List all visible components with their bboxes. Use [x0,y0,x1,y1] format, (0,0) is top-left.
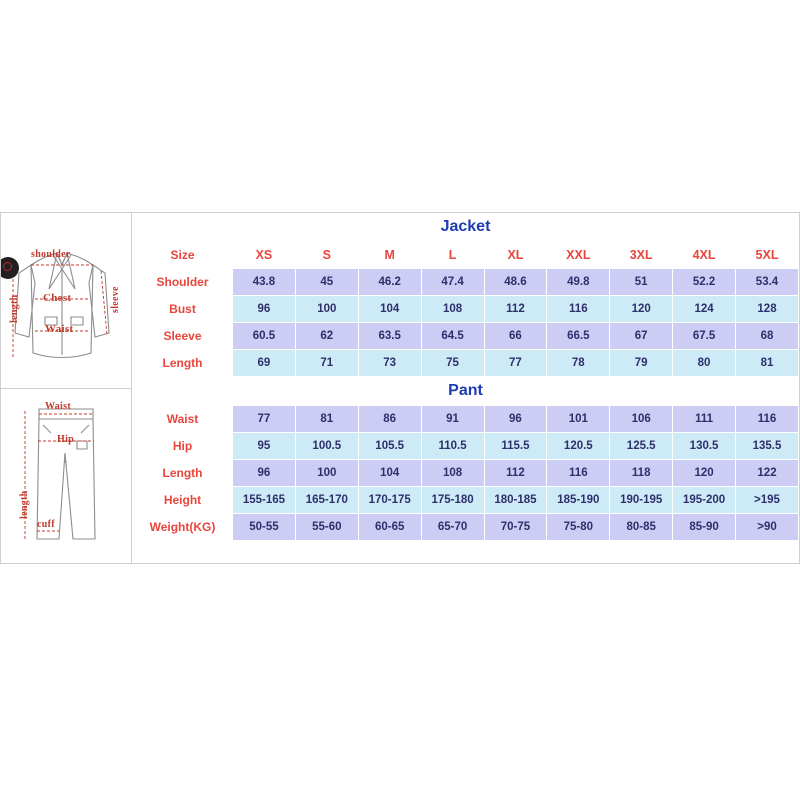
label-chest: Chest [43,292,72,304]
cell: 91 [421,406,484,433]
pant-row-label-length: Length [133,460,233,487]
table-row [133,296,799,323]
jacket-title: Jacket [132,213,799,241]
cell: 80-85 [610,514,673,541]
jacket-size-xl: XL [484,242,547,269]
tables-column [132,213,799,563]
label-pant-cuff: cuff [37,518,55,530]
cell: 130.5 [673,433,736,460]
cell: 64.5 [421,323,484,350]
cell: 48.6 [484,269,547,296]
cell: 69 [233,350,296,377]
cell: 175-180 [421,487,484,514]
cell: 62 [295,323,358,350]
pant-row-label-hip: Hip [133,433,233,460]
illustration-column [1,213,132,563]
label-waist: Waist [45,323,74,335]
cell: 100.5 [295,433,358,460]
jacket-row-label-length: Length [133,350,233,377]
jacket-size-4xl: 4XL [673,242,736,269]
cell: 122 [736,460,799,487]
jacket-row-label-sleeve: Sleeve [133,323,233,350]
cell: 116 [547,296,610,323]
pant-row-label-height: Height [133,487,233,514]
cell: 112 [484,460,547,487]
cell: 104 [358,460,421,487]
cell: 108 [421,460,484,487]
cell: 118 [610,460,673,487]
cell: 110.5 [421,433,484,460]
cell: 104 [358,296,421,323]
cell: 77 [484,350,547,377]
label-pant-hip: Hip [57,433,75,445]
table-row [133,433,799,460]
label-pant-waist: Waist [45,400,71,412]
label-sleeve: sleeve [110,286,121,313]
cell: 45 [295,269,358,296]
cell: 125.5 [610,433,673,460]
jacket-size-s: S [295,242,358,269]
cell: 63.5 [358,323,421,350]
jacket-size-l: L [421,242,484,269]
cell: 65-70 [421,514,484,541]
cell: 195-200 [673,487,736,514]
table-row [133,406,799,433]
cell: 60-65 [358,514,421,541]
cell: 100 [295,460,358,487]
jacket-header-size: Size [133,242,233,269]
cell: 67 [610,323,673,350]
cell: 77 [233,406,296,433]
pant-title: Pant [132,377,799,405]
cell: 170-175 [358,487,421,514]
cell: 66.5 [547,323,610,350]
jacket-row-label-shoulder: Shoulder [133,269,233,296]
pant-row-label-waist: Waist [133,406,233,433]
label-shoulder: shoulder [31,249,71,260]
cell: 55-60 [295,514,358,541]
label-length: length [9,294,20,323]
cell: 71 [295,350,358,377]
cell: 112 [484,296,547,323]
cell: 68 [736,323,799,350]
jacket-table [132,241,799,377]
jacket-size-3xl: 3XL [610,242,673,269]
table-row [133,514,799,541]
cell: 70-75 [484,514,547,541]
cell: >195 [736,487,799,514]
cell: 46.2 [358,269,421,296]
cell: 111 [673,406,736,433]
cell: 180-185 [484,487,547,514]
cell: 155-165 [233,487,296,514]
cell: 165-170 [295,487,358,514]
cell: 120.5 [547,433,610,460]
cell: 100 [295,296,358,323]
cell: 75 [421,350,484,377]
cell: 190-195 [610,487,673,514]
cell: 81 [736,350,799,377]
label-pant-length: length [19,490,30,519]
cell: 106 [610,406,673,433]
cell: 50-55 [233,514,296,541]
cell: 124 [673,296,736,323]
cell: 96 [233,296,296,323]
cell: 96 [484,406,547,433]
cell: 120 [673,460,736,487]
jacket-size-xxl: XXL [547,242,610,269]
pant-diagram [1,389,131,564]
cell: 81 [295,406,358,433]
pant-row-label-weight: Weight(KG) [133,514,233,541]
jacket-header-row [133,242,799,269]
cell: 53.4 [736,269,799,296]
cell: 49.8 [547,269,610,296]
table-row [133,460,799,487]
cell: 79 [610,350,673,377]
cell: 67.5 [673,323,736,350]
cell: 52.2 [673,269,736,296]
cell: 105.5 [358,433,421,460]
jacket-row-label-bust: Bust [133,296,233,323]
cell: 75-80 [547,514,610,541]
table-row [133,269,799,296]
pant-line-art [1,389,131,564]
cell: >90 [736,514,799,541]
cell: 108 [421,296,484,323]
cell: 80 [673,350,736,377]
cell: 86 [358,406,421,433]
cell: 85-90 [673,514,736,541]
cell: 115.5 [484,433,547,460]
jacket-size-5xl: 5XL [736,242,799,269]
cell: 66 [484,323,547,350]
cell: 116 [547,460,610,487]
cell: 51 [610,269,673,296]
cell: 128 [736,296,799,323]
cell: 135.5 [736,433,799,460]
table-row [133,323,799,350]
cell: 73 [358,350,421,377]
table-row [133,487,799,514]
jacket-size-m: M [358,242,421,269]
jacket-size-xs: XS [233,242,296,269]
pant-table [132,405,799,541]
size-chart-container [0,212,800,564]
cell: 78 [547,350,610,377]
cell: 43.8 [233,269,296,296]
jacket-diagram [1,213,131,389]
cell: 95 [233,433,296,460]
cell: 47.4 [421,269,484,296]
table-row [133,350,799,377]
cell: 185-190 [547,487,610,514]
cell: 120 [610,296,673,323]
cell: 116 [736,406,799,433]
cell: 60.5 [233,323,296,350]
cell: 96 [233,460,296,487]
cell: 101 [547,406,610,433]
